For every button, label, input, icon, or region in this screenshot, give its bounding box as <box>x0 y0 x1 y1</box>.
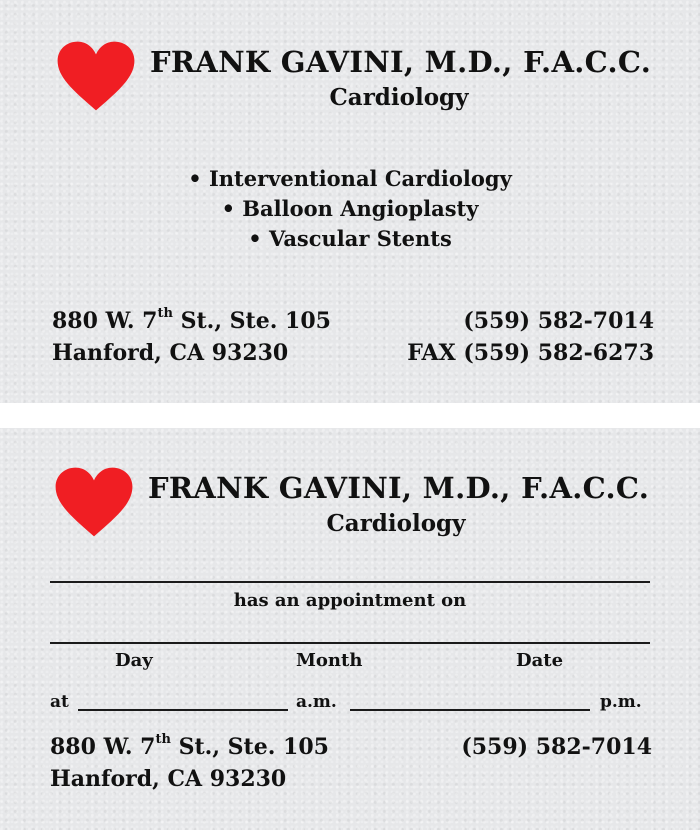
doctor-name: FRANK GAVINI, M.D., F.A.C.C. <box>150 45 652 79</box>
month-label: Month <box>296 650 363 671</box>
address-line-1: 880 W. 7th St., Ste. 105 <box>52 306 331 334</box>
time-blank-line <box>350 709 590 711</box>
am-label: a.m. <box>296 692 337 712</box>
service-item: • Vascular Stents <box>248 226 452 251</box>
business-card <box>0 0 700 403</box>
address-line-2: Hanford, CA 93230 <box>52 340 289 366</box>
pm-label: p.m. <box>600 692 642 712</box>
appointment-text: has an appointment on <box>233 590 467 611</box>
name-blank-line <box>50 581 650 583</box>
specialty: Cardiology <box>329 84 469 111</box>
date-label: Date <box>516 650 564 671</box>
appointment-card <box>0 428 700 830</box>
address-line-2: Hanford, CA 93230 <box>50 766 287 792</box>
service-item: • Balloon Angioplasty <box>221 196 479 221</box>
day-label: Day <box>115 650 153 671</box>
specialty: Cardiology <box>326 510 466 537</box>
time-blank-line <box>78 709 288 711</box>
fax-number: FAX (559) 582-6273 <box>407 340 654 366</box>
address-line-1: 880 W. 7th St., Ste. 105 <box>50 732 329 760</box>
date-blank-line <box>50 642 650 644</box>
phone-number: (559) 582-7014 <box>461 734 652 760</box>
at-label: at <box>50 692 69 712</box>
doctor-name: FRANK GAVINI, M.D., F.A.C.C. <box>148 471 650 505</box>
phone-number: (559) 582-7014 <box>463 308 654 334</box>
service-item: • Interventional Cardiology <box>188 166 512 191</box>
